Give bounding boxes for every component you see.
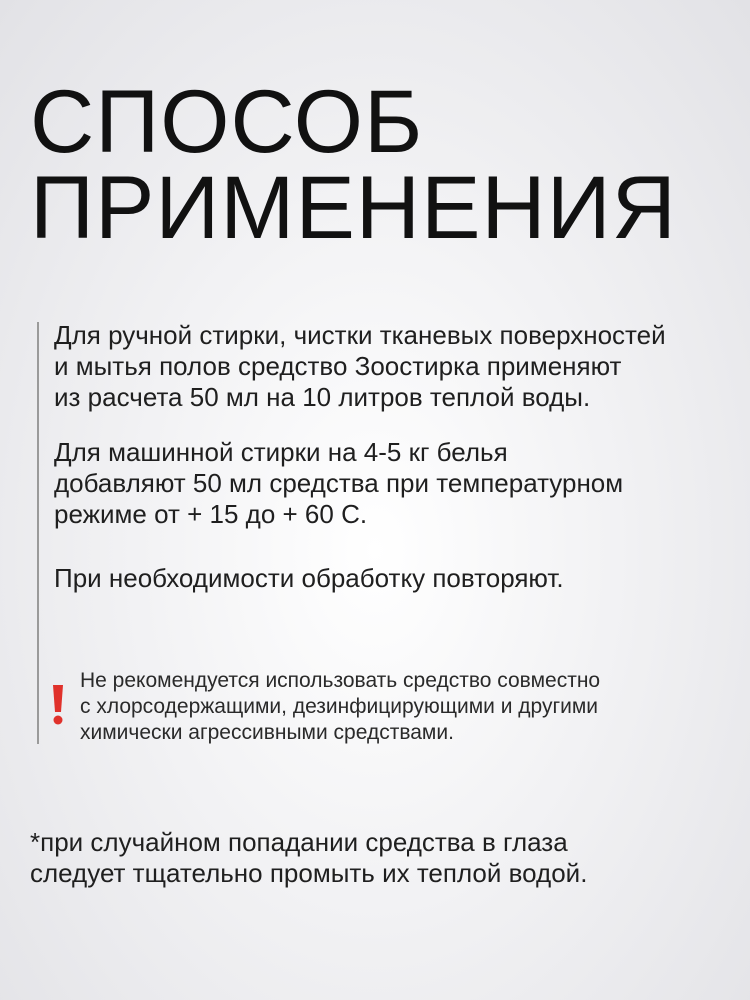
warning-note [80,668,600,746]
instruction-machine-wash [54,437,623,530]
instruction-line: Для ручной стирки, чистки тканевых поверхностей [54,320,666,350]
instruction-line: Для машинной стирки на 4-5 кг белья [54,437,508,467]
page-title-line-2: ПРИМЕНЕНИЯ [30,157,677,257]
instruction-hand-wash [54,320,666,413]
exclamation-icon [50,683,66,725]
section-divider-line [37,322,39,744]
page-title [30,71,677,257]
warning-line: с хлорсодержащими, дезинфицирующими и другими [80,695,599,718]
instruction-line: и мытья полов средство Зоостирка применяют [54,351,622,381]
warning-line: химически агрессивными средствами. [80,721,454,744]
eye-contact-footnote [30,827,587,889]
instruction-repeat [54,563,564,594]
instruction-line: режиме от + 15 до + 60 С. [54,499,368,529]
warning-line: Не рекомендуется использовать средство совместно [80,669,601,692]
instruction-line: добавляют 50 мл средства при температурном [54,468,624,498]
footnote-line: *при случайном попадании средства в глаза [30,827,568,857]
page-title-line-1: СПОСОБ [30,71,424,171]
instruction-line: При необходимости обработку повторяют. [54,563,564,593]
footnote-line: следует тщательно промыть их теплой водой. [30,858,588,888]
instruction-line: из расчета 50 мл на 10 литров теплой воды. [54,382,591,412]
